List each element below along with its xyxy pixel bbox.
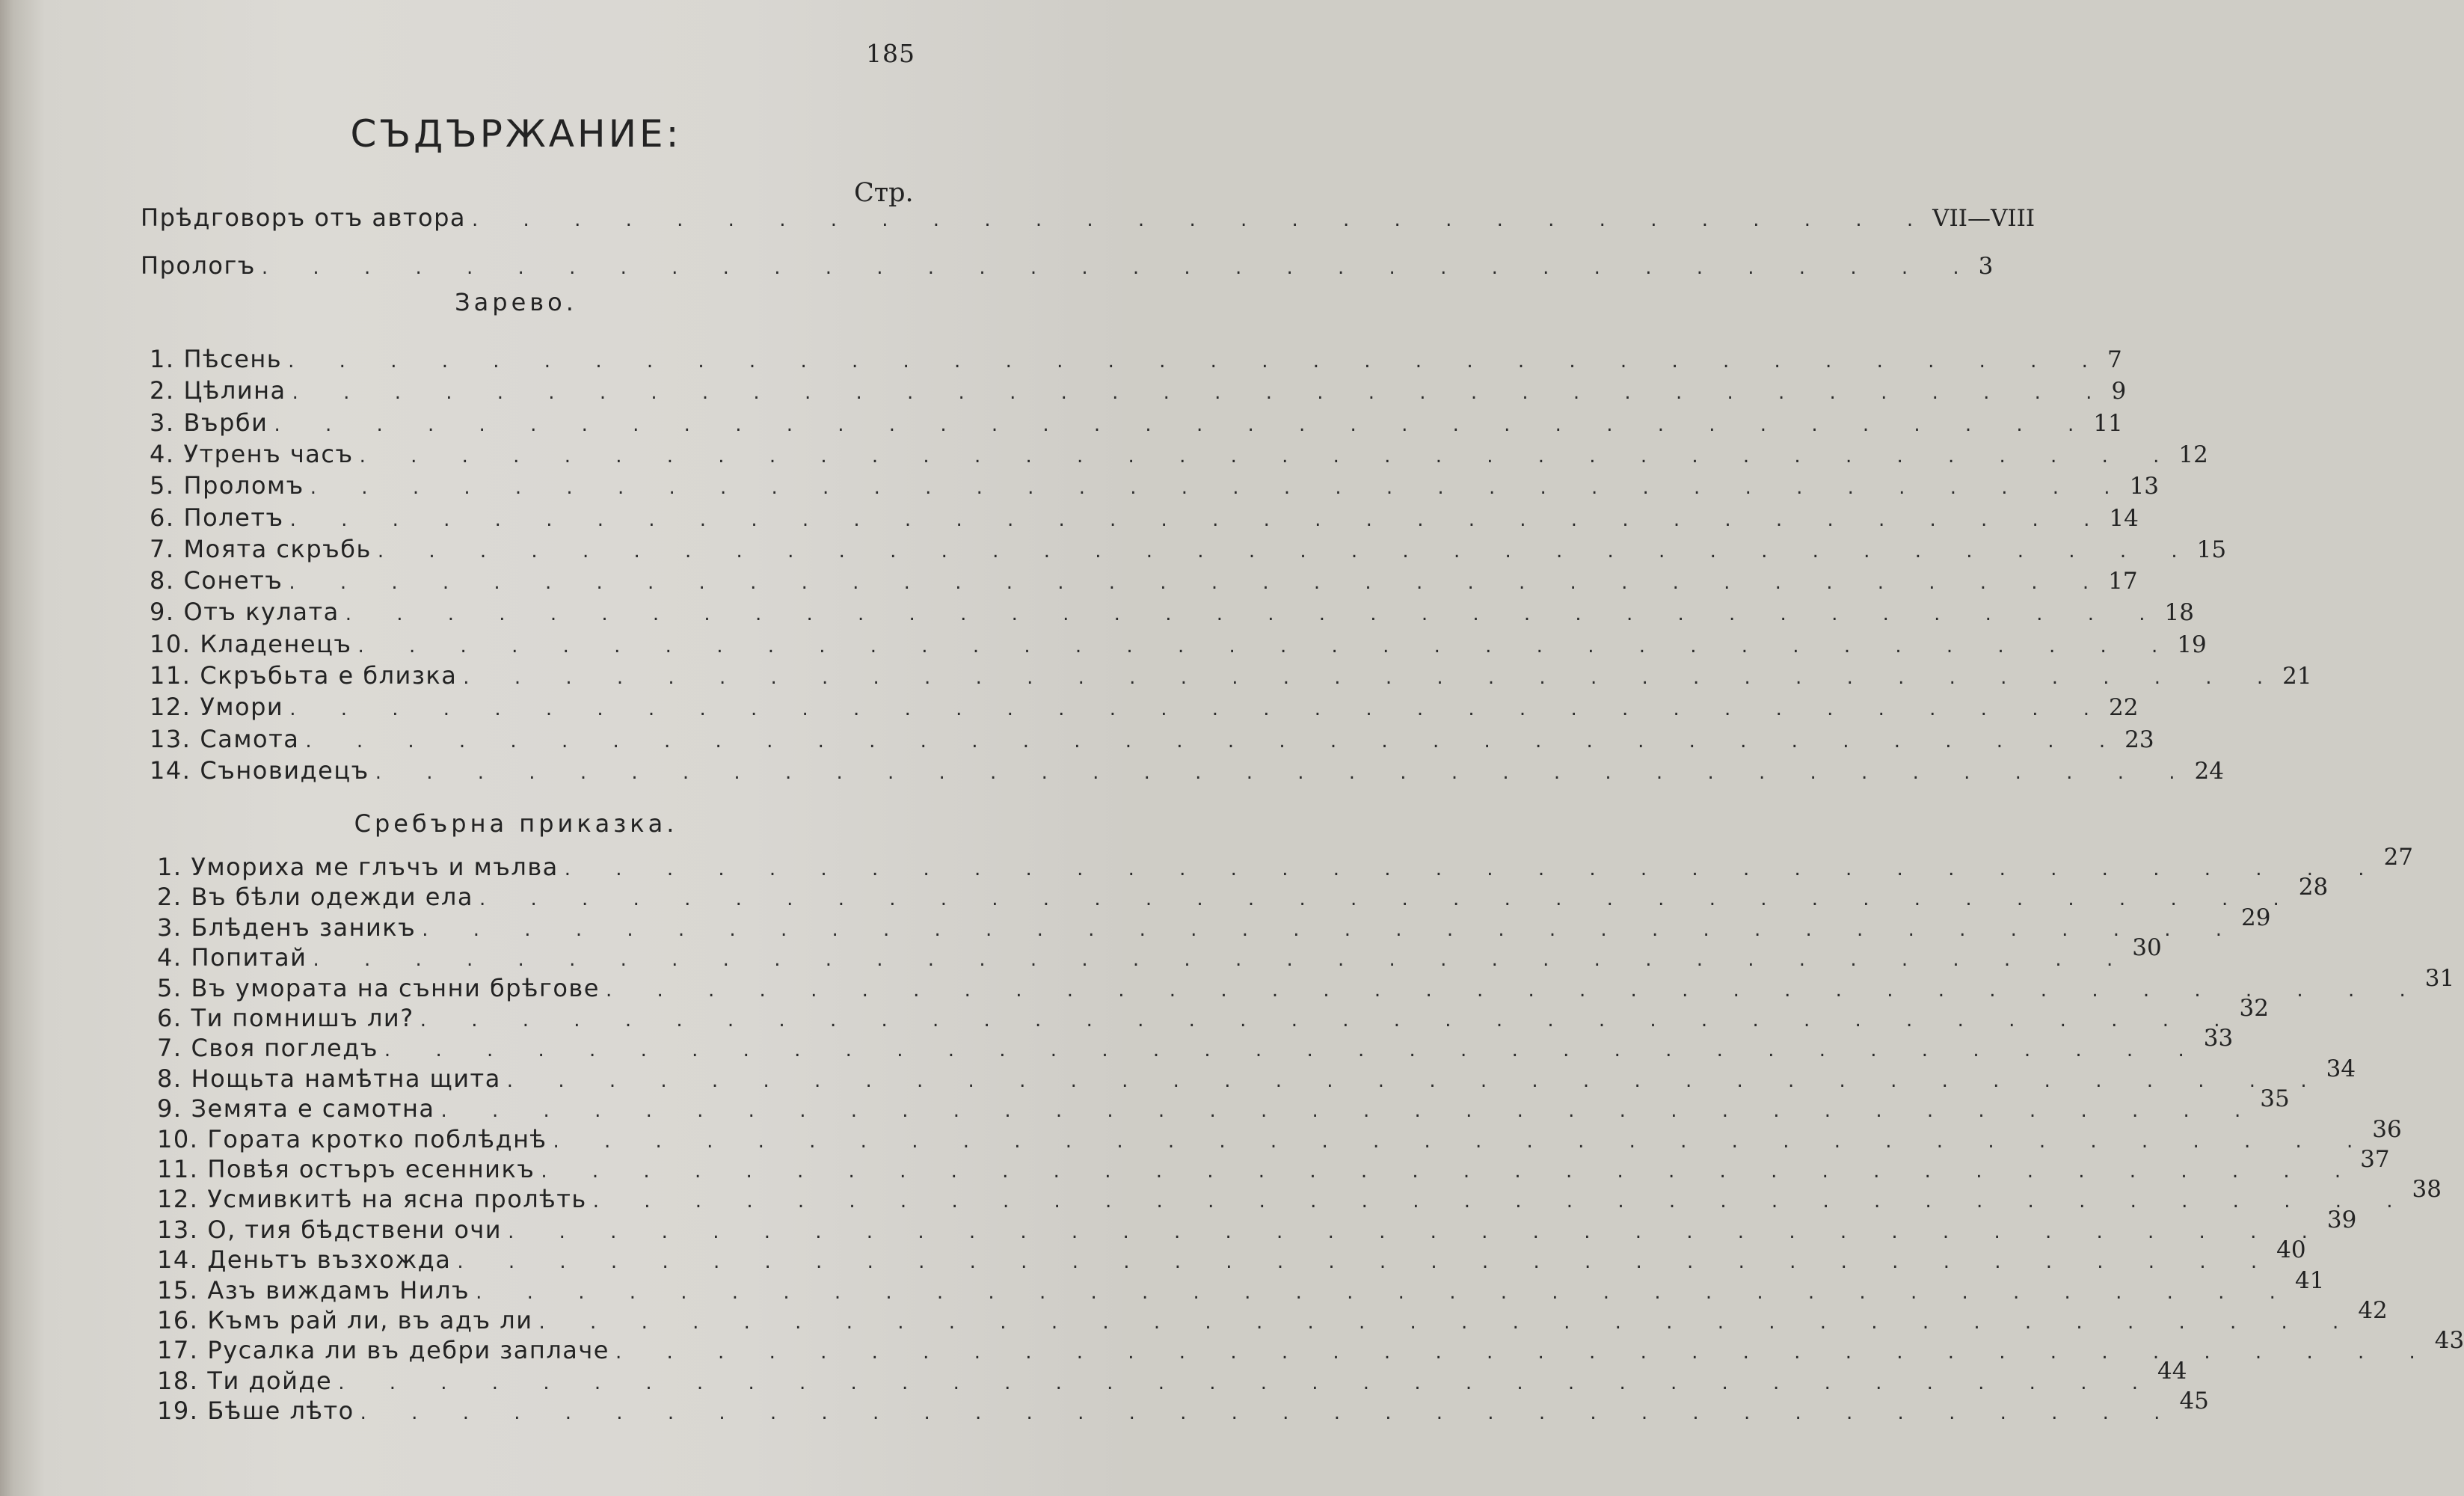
dot-leader: . . . . . . . . . . . . . . . . . . . . . . . . . . . . . . . . . . . . (305, 729, 2125, 752)
toc-entry-label: Усмивкитѣ на ясна пролѣть (207, 1185, 587, 1214)
dot-leader: . . . . . . . . . . . . . . . . . . . . . . . . . . . . . . . . . . . . (553, 1129, 2373, 1153)
toc-entry-number: 8. (157, 1064, 182, 1093)
toc-entry-label: Прѣдговоръ отъ автора (141, 203, 467, 232)
toc-entry (157, 964, 2455, 1002)
toc-entry (157, 1357, 2187, 1395)
toc-entry-number: 1. (157, 853, 182, 881)
toc-entry-number: 11. (157, 1155, 199, 1183)
toc-entry-label: Самота (200, 724, 300, 753)
dot-leader: . . . . . . . . . . . . . . . . . . . . . . . . . . . . . . . . . . . . (422, 918, 2242, 941)
toc-entry (157, 1055, 2356, 1093)
dot-leader: . . . . . . . . . . . . . . . . . . . . . . . . . . . . . . . . . . . . (541, 1160, 2361, 1183)
toc-entry-label: Нощьта намѣтна щита (191, 1064, 501, 1093)
toc-entry-label: Съновидецъ (200, 755, 369, 785)
toc-entry-page: 13 (2129, 473, 2160, 500)
toc-entry-number: 1. (150, 345, 175, 373)
toc-entry-page: 32 (2239, 995, 2269, 1022)
toc-entry-number: 8. (150, 566, 175, 595)
toc-entry-label: Бѣше лѣто (207, 1397, 354, 1426)
dot-leader: . . . . . . . . . . . . . . . . . . . . . . . . . . . . . . . . . . . . (274, 413, 2094, 436)
dot-leader: . . . . . . . . . . . . . . . . . . . . . . . . . . . . . . . . . . . . (289, 698, 2110, 721)
dot-leader: . . . . . . . . . . . . . . . . . . . . . . . . . . . . . . . . . . . . (420, 1009, 2240, 1031)
toc-entry-page: 43 (2434, 1327, 2464, 1355)
toc-entry-label: Блѣденъ заникъ (191, 913, 417, 942)
toc-entry-label: Сонетъ (183, 566, 283, 595)
dot-leader: . . . . . . . . . . . . . . . . . . . . . . . . . . . . . . . . . . . . (479, 888, 2299, 911)
toc-entry-page: 30 (2132, 934, 2162, 962)
dot-leader: . . . . . . . . . . . . . . . . . . . . . . . . . . . . . . . . . . . . (508, 1220, 2327, 1243)
toc-entry-page: 11 (2093, 409, 2123, 437)
toc-entry-label: Кладенецъ (200, 629, 352, 658)
toc-entry-number: 19. (157, 1397, 199, 1426)
toc-entry-label: Отъ кулата (183, 598, 340, 627)
toc-entry-page: 33 (2203, 1025, 2234, 1052)
toc-entry-number: 4. (157, 943, 182, 972)
toc-entry (157, 934, 2162, 972)
toc-entry (157, 995, 2269, 1032)
toc-entry-number: 7. (150, 534, 175, 563)
toc-entry-page: 27 (2383, 844, 2414, 871)
toc-entry (157, 1115, 2402, 1153)
toc-entry-number: 5. (150, 471, 175, 500)
dot-leader: . . . . . . . . . . . . . . . . . . . . . . . . . . . . . . . . . . . . (345, 603, 2165, 626)
toc-entry-number: 11. (150, 661, 191, 690)
toc-entry-page: 14 (2109, 504, 2139, 532)
toc-entry-page: 29 (2241, 904, 2271, 931)
toc-entry-number: 9. (150, 598, 175, 627)
toc-entry-number: 4. (150, 439, 175, 468)
toc-entry-number: 17. (157, 1336, 199, 1365)
dot-leader: . . . . . . . . . . . . . . . . . . . . . . . . . . . . . . . . . . . . (440, 1100, 2261, 1123)
dot-leader: . . . . . . . . . . . . . . . . . . . . . . . . . . . . . . . . . . . . (289, 571, 2109, 595)
toc-entry-page: 36 (2372, 1115, 2402, 1143)
section-heading: Зарево. (455, 288, 577, 316)
toc-entry-number: 16. (157, 1306, 199, 1334)
dot-leader: . . . . . . . . . . . . . . . . . . . . . . . . . . . . . . . . . . . . (288, 350, 2107, 373)
toc-entry-page: 23 (2124, 726, 2154, 753)
toc-entry-label: Русалка ли въ дебри заплаче (207, 1336, 609, 1365)
toc-entry-number: 2. (157, 883, 182, 912)
toc-entry-page: 17 (2108, 568, 2138, 595)
toc-entry-number: 15. (157, 1275, 199, 1305)
toc-entry-page: 18 (2164, 599, 2194, 627)
toc-entry-label: Прологъ (141, 251, 256, 280)
toc-entry (157, 904, 2271, 942)
toc-entry-page: 35 (2260, 1085, 2290, 1113)
toc-entry-label: Върби (183, 408, 268, 437)
toc-entry-number: 3. (150, 408, 175, 437)
dot-leader: . . . . . . . . . . . . . . . . . . . . . . . . . . . . . . . . . . . . (338, 1371, 2158, 1394)
toc-entry-label: Цѣлина (183, 376, 286, 405)
section-heading: Сребърна приказка. (354, 809, 678, 838)
dot-leader: . . . . . . . . . . . . . . . . . . . . . . . . . . . . . . . . . . . . (292, 381, 2112, 405)
toc-entry-page: 34 (2326, 1055, 2356, 1082)
toc-entry (157, 1327, 2464, 1365)
toc-entry (157, 1388, 2209, 1426)
toc-entry-page: 40 (2276, 1236, 2306, 1264)
toc-entry-number: 12. (150, 693, 191, 722)
toc-entry (157, 874, 2329, 912)
toc-entry-page: 22 (2109, 694, 2139, 722)
page-column-label: Стр. (854, 178, 914, 208)
dot-leader: . . . . . . . . . . . . . . . . . . . . . . . . . . . . . . . . . . . . (457, 1251, 2277, 1274)
toc-entry-page: 19 (2177, 631, 2207, 658)
dot-leader: . . . . . . . . . . . . . . . . . . . . . . . . . . . . . . . . . . . . (463, 666, 2283, 689)
toc-entry-label: Проломъ (183, 471, 304, 500)
toc-entry-page: 38 (2412, 1176, 2442, 1204)
toc-entry-label: О, тия бѣдствени очи (207, 1215, 503, 1244)
toc-entry-number: 14. (150, 755, 191, 785)
toc-entry-page: 39 (2326, 1206, 2357, 1233)
dot-leader: . . . . . . . . . . . . . . . . . . . . . . . . . . . . . . . . . . . . (359, 444, 2179, 468)
dot-leader: . . . . . . . . . . . . . . . . . . . . . . . . . . . . . . . . . . . . (289, 508, 2110, 531)
dot-leader: . . . . . . . . . . . . . . . . . . . . . . . . . . . . . . . . . . . . (360, 1402, 2180, 1425)
toc-entry-label: Скръбьта е близка (200, 661, 458, 690)
toc-entry-page: 41 (2294, 1266, 2325, 1294)
toc-entry-page: 12 (2178, 441, 2208, 468)
toc-entry-number: 3. (157, 913, 182, 942)
toc-entry-number: 10. (157, 1124, 199, 1153)
dot-leader: . . . . . . . . . . . . . . . . . . . . . . . . . . . . . . . . . . . . (313, 948, 2133, 972)
toc-entry-label: Своя погледъ (191, 1034, 378, 1063)
dot-leader: . . . . . . . . . . . . . . . . . . . . . . . . . . . . . . . . . . . . (564, 858, 2384, 880)
toc-entry-number: 14. (157, 1245, 199, 1275)
toc-entry-label: Полетъ (183, 503, 284, 532)
toc-entry-label: Повѣя остъръ есенникъ (207, 1155, 535, 1183)
toc-entry (157, 1176, 2442, 1214)
dot-leader: . . . . . . . . . . . . . . . . . . . . . . . . . . . . . . . . . . . . (538, 1311, 2359, 1334)
toc-entry-number: 2. (150, 376, 175, 405)
dot-leader: . . . . . . . . . . . . . . . . . . . . . . . . . . . . . . . . . . . . (375, 761, 2195, 784)
toc-entry-number: 5. (157, 973, 182, 1002)
dot-leader: . . . . . . . . . . . . . . . . . . . . . . . . . . . . . . . . . . . . (506, 1069, 2326, 1092)
toc-entry-page: 37 (2360, 1146, 2390, 1173)
toc-entry-label: Пѣсень (183, 345, 283, 373)
toc-entry-number: 9. (157, 1094, 182, 1123)
page-number: 185 (866, 39, 915, 68)
toc-entry (157, 1085, 2290, 1123)
toc-entry-label: Къмъ рай ли, въ адъ ли (207, 1306, 533, 1334)
toc-entry-page: 15 (2196, 536, 2227, 563)
toc-entry-number: 18. (157, 1366, 199, 1395)
toc-entry-label: Моята скръбь (183, 534, 372, 563)
dot-leader: . . . . . . . . . . . . . . . . . . . . . . . . . . . . . (472, 209, 1933, 231)
dot-leader: . . . . . . . . . . . . . . . . . . . . . . . . . . . . . . . . . . . . (310, 476, 2130, 500)
toc-entry-page: VII—VIII (1932, 205, 2036, 232)
toc-entry (157, 1025, 2234, 1063)
toc-entry (157, 844, 2414, 881)
toc-entry-page: 3 (1978, 253, 1994, 280)
toc-entry-label: Умори (200, 693, 284, 722)
dot-leader: . . . . . . . . . . . . . . . . . . . . . . . . . . . . . . . . . . . . (357, 634, 2178, 657)
toc-entry-label: Въ бѣли одежди ела (191, 883, 473, 912)
toc-entry (157, 1266, 2325, 1305)
dot-leader: . . . . . . . . . . . . . . . . . . . . . . . . . . . . . . . . . . . . (615, 1341, 2435, 1364)
toc-entry-page: 42 (2358, 1297, 2388, 1324)
toc-entry (157, 1146, 2390, 1183)
toc-entry (150, 744, 2224, 785)
toc-entry-number: 12. (157, 1185, 199, 1214)
toc-entry-page: 44 (2157, 1357, 2187, 1385)
toc-entry-page: 28 (2298, 874, 2329, 901)
toc-entry-page: 9 (2111, 378, 2127, 405)
toc-entry-label: Земята е самотна (191, 1094, 435, 1123)
dot-leader: . . . . . . . . . . . . . . . . . . . . . . . . . . . . . . . . . . . . (592, 1190, 2412, 1213)
toc-entry-number: 6. (150, 503, 175, 532)
toc-entry (157, 1206, 2357, 1244)
toc-entry-label: Ти помнишъ ли? (191, 1004, 414, 1032)
toc-entry-label: Деньтъ възхожда (207, 1245, 452, 1275)
toc-entry-number: 10. (150, 629, 191, 658)
dot-leader: . . . . . . . . . . . . . . . . . . . . . . . . . . . . . . . . . . . . (377, 539, 2197, 562)
toc-entry-page: 21 (2282, 663, 2312, 690)
toc-entry-page: 45 (2179, 1388, 2209, 1415)
toc-entry-number: 6. (157, 1004, 182, 1032)
toc-entry-label: Въ умората на сънни брѣгове (191, 973, 600, 1002)
dot-leader: . . . . . . . . . . . . . . . . . . . . . . . . . . . . . . . . . . . . (384, 1039, 2204, 1062)
toc-entry-number: 13. (150, 724, 191, 753)
toc-entry (157, 1297, 2388, 1334)
toc-entry-page: 24 (2194, 757, 2224, 785)
toc-entry-label: Умориха ме глъчъ и мълва (191, 853, 559, 881)
toc-entry-page: 7 (2107, 346, 2122, 373)
dot-leader: . . . . . . . . . . . . . . . . . . . . . . . . . . . . . . . . . . . . (605, 978, 2425, 1002)
toc-entry (157, 1236, 2306, 1275)
toc-entry-label: Азъ виждамъ Нилъ (207, 1275, 470, 1305)
toc-entry-label: Попитай (191, 943, 307, 972)
toc-entry-prologue (141, 233, 1994, 280)
toc-entry-preface (141, 198, 2036, 232)
dot-leader: . . . . . . . . . . . . . . . . . . . . . . . . . . . . . . . . . . . . (476, 1281, 2295, 1304)
toc-entry-label: Ти дойде (207, 1366, 333, 1395)
dot-leader: . . . . . . . . . . . . . . . . . . . . . . . . . . . . . . . . . . (261, 257, 1979, 279)
toc-entry-label: Гората кротко поблѣднѣ (207, 1124, 547, 1153)
toc-entry-number: 7. (157, 1034, 182, 1063)
toc-entry-number: 13. (157, 1215, 199, 1244)
toc-entry-label: Утренъ часъ (183, 439, 354, 468)
page-title: СЪДЪРЖАНИЕ: (350, 112, 682, 156)
toc-entry-page: 31 (2424, 964, 2455, 992)
